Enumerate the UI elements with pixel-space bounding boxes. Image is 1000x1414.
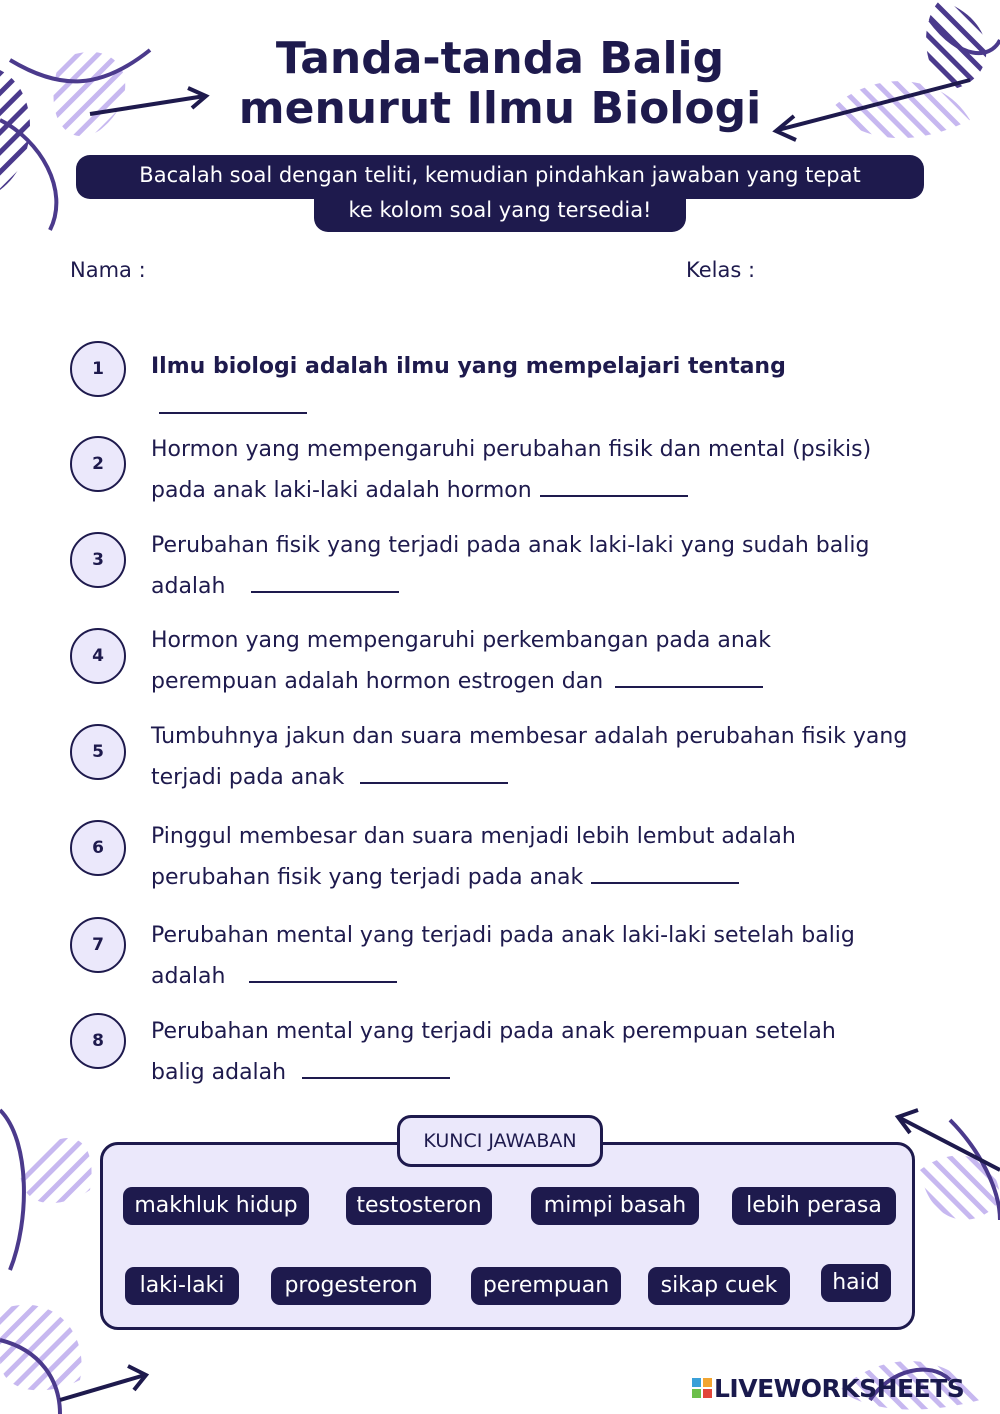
answer-drop-zone[interactable] (249, 955, 397, 983)
answer-chip[interactable]: mimpi basah (531, 1187, 699, 1225)
question-line: terjadi pada anak (151, 765, 345, 790)
class-label: Kelas : (686, 258, 756, 282)
question-number: 5 (70, 724, 126, 780)
question-line: Hormon yang mempengaruhi perubahan fisik dan mental (psikis) (151, 437, 872, 462)
liveworksheets-logo-icon (692, 1378, 712, 1398)
answer-chip[interactable]: lebih perasa (732, 1187, 896, 1225)
question-text (151, 917, 941, 996)
question-number: 7 (70, 917, 126, 973)
question-line: Hormon yang mempengaruhi perkembangan pada anak (151, 628, 771, 653)
answer-chip[interactable]: sikap cuek (648, 1267, 790, 1305)
answer-drop-zone[interactable] (591, 856, 739, 884)
name-label: Nama : (70, 258, 146, 282)
answer-drop-zone[interactable] (615, 660, 763, 688)
question-item (70, 436, 950, 506)
page-title (150, 34, 850, 134)
watermark-text: LIVEWORKSHEETS (714, 1374, 965, 1403)
question-number: 6 (70, 820, 126, 876)
question-number: 1 (70, 341, 126, 397)
instruction-banner-line2: ke kolom soal yang tersedia! (314, 190, 686, 232)
answer-chip[interactable]: laki-laki (125, 1267, 239, 1305)
question-number: 3 (70, 532, 126, 588)
question-number: 2 (70, 436, 126, 492)
question-line: balig adalah (151, 1060, 287, 1085)
answer-chip[interactable]: haid (821, 1264, 891, 1302)
question-item (70, 820, 950, 890)
answer-chip[interactable]: makhluk hidup (123, 1187, 309, 1225)
question-text (151, 818, 941, 897)
answer-chip[interactable]: perempuan (471, 1267, 621, 1305)
question-line: perubahan fisik yang terjadi pada anak (151, 865, 584, 890)
question-line: Tumbuhnya jakun dan suara membesar adalah perubahan fisik yang (151, 724, 908, 749)
watermark (692, 1374, 992, 1404)
answer-chip[interactable]: progesteron (271, 1267, 431, 1305)
answer-drop-zone[interactable] (159, 386, 307, 414)
page-title-line2: menurut Ilmu Biologi (238, 83, 762, 134)
question-text (151, 527, 941, 606)
question-item (70, 628, 950, 698)
answer-drop-zone[interactable] (302, 1051, 450, 1079)
question-text (151, 431, 941, 510)
answer-key-title: KUNCI JAWABAN (397, 1115, 603, 1167)
question-text (151, 1013, 941, 1092)
question-item (70, 341, 950, 411)
question-item (70, 917, 950, 987)
answer-drop-zone[interactable] (540, 469, 688, 497)
question-item (70, 1013, 950, 1083)
question-text (151, 718, 941, 797)
question-item (70, 724, 950, 794)
question-text (151, 622, 941, 701)
question-number: 8 (70, 1013, 126, 1069)
question-text (151, 348, 941, 427)
answer-drop-zone[interactable] (360, 756, 508, 784)
question-line: Perubahan mental yang terjadi pada anak laki-laki setelah balig (151, 923, 855, 948)
question-line: adalah (151, 964, 226, 989)
answer-chip[interactable]: testosteron (346, 1187, 492, 1225)
answer-drop-zone[interactable] (251, 565, 399, 593)
question-line: Perubahan mental yang terjadi pada anak perempuan setelah (151, 1019, 836, 1044)
question-line: pada anak laki-laki adalah hormon (151, 478, 532, 503)
question-line: Ilmu biologi adalah ilmu yang mempelajari tentang (151, 354, 786, 379)
question-item (70, 532, 950, 602)
question-line: adalah (151, 574, 226, 599)
page-title-line1: Tanda-tanda Balig (275, 33, 725, 84)
question-line: perempuan adalah hormon estrogen dan (151, 669, 604, 694)
instruction-banner-line1: Bacalah soal dengan teliti, kemudian pindahkan jawaban yang tepat (76, 155, 924, 199)
question-number: 4 (70, 628, 126, 684)
question-line: Pinggul membesar dan suara menjadi lebih lembut adalah (151, 824, 796, 849)
question-line: Perubahan fisik yang terjadi pada anak laki-laki yang sudah balig (151, 533, 870, 558)
